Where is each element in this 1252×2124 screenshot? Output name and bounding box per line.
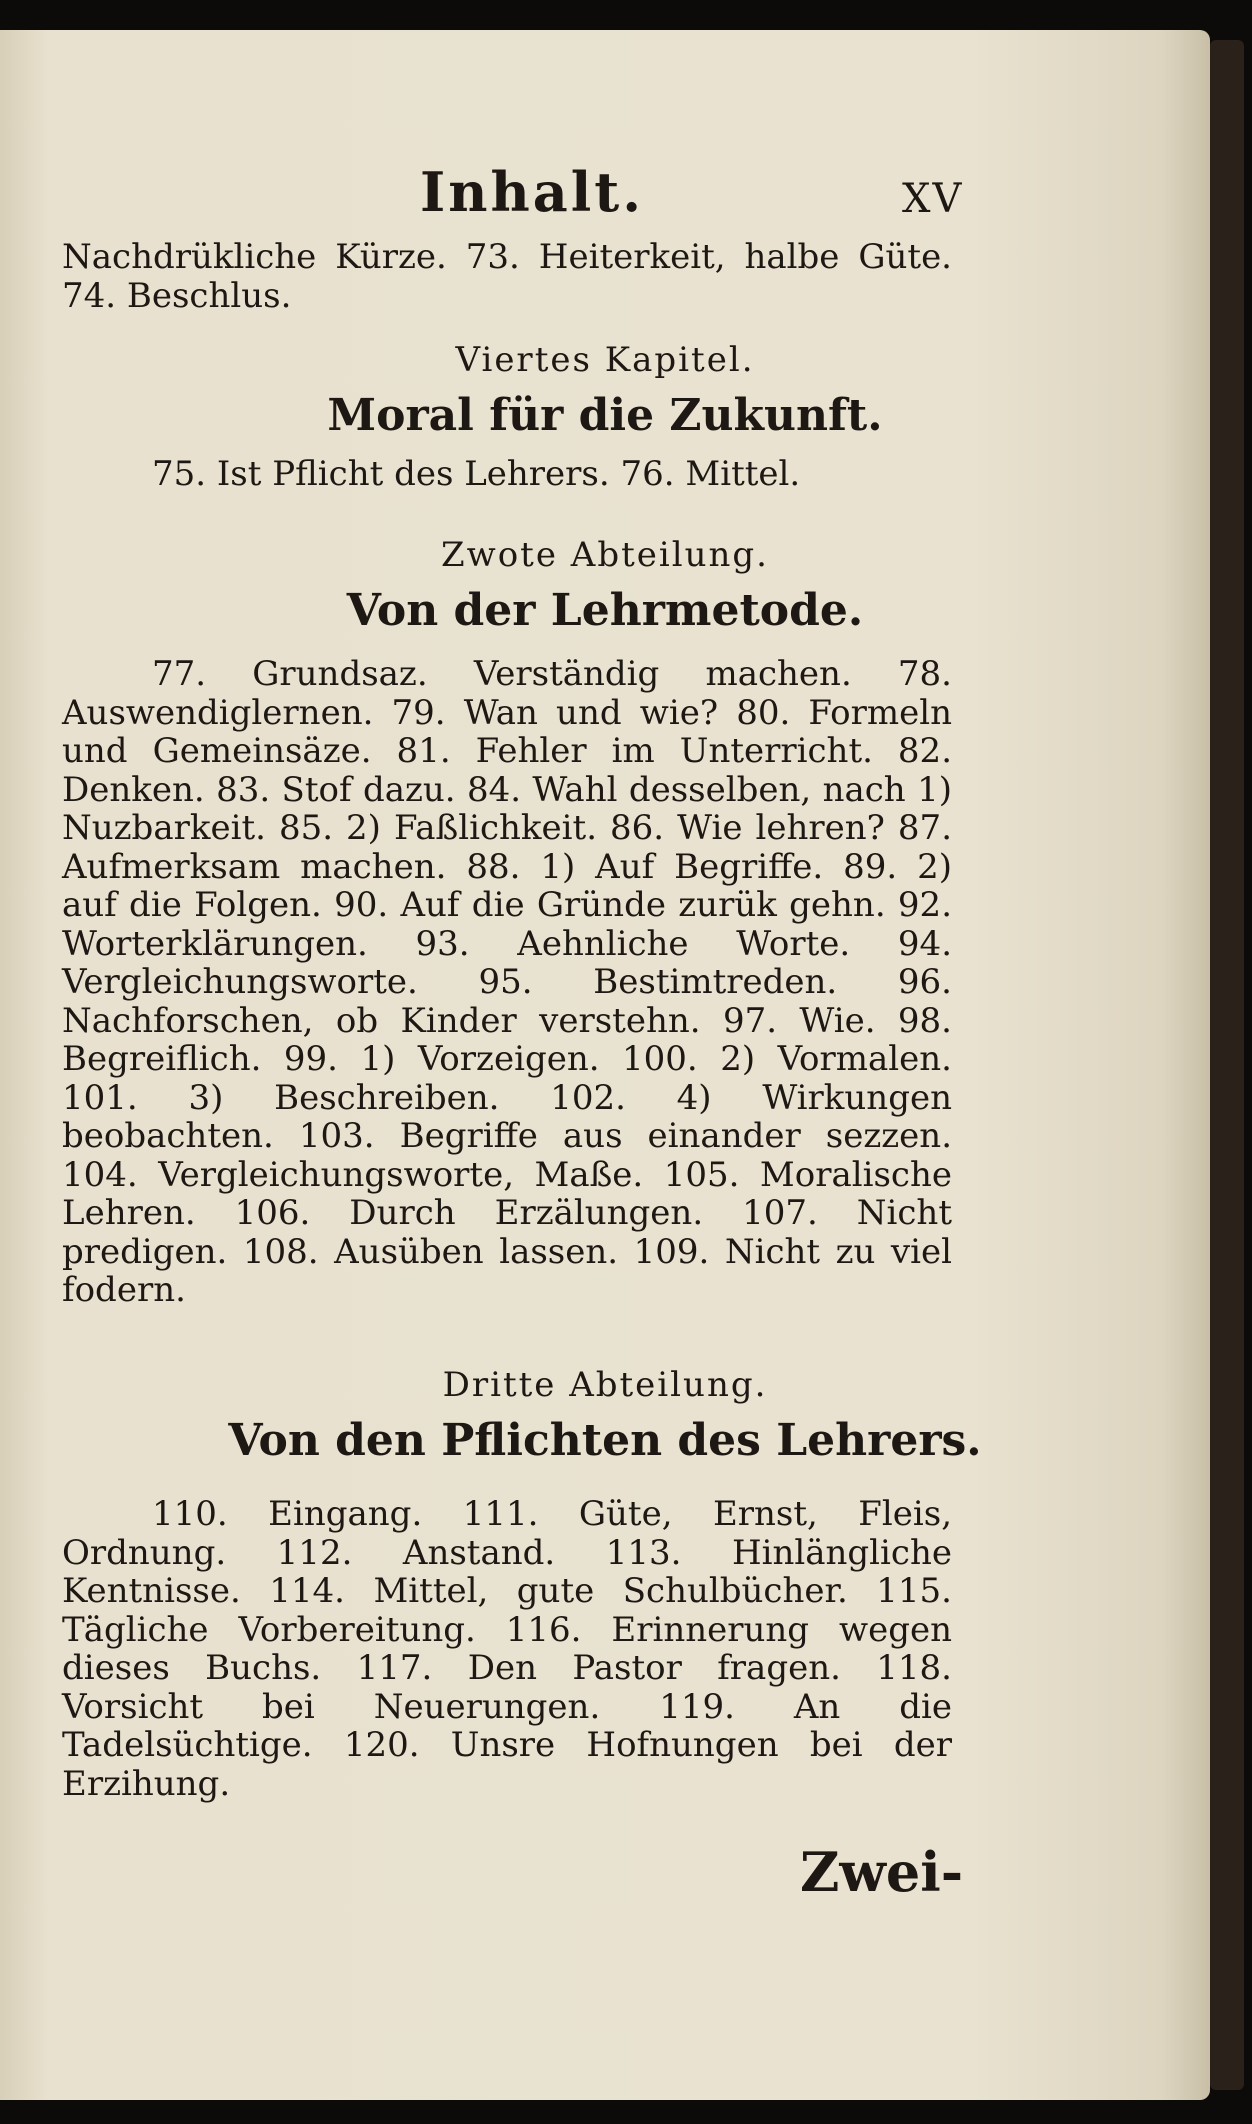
section-entries: 110. Eingang. 111. Güte, Ernst, Fleis, Ordnung. 112. Anstand. 113. Hinlängliche Kentnisse. 114. Mittel, gute Schulbücher. 115. Tägliche Vorbereitung. 116. Erinnerung wegen dieses Buchs. 117. Den Pastor fragen. 118. Vorsicht bei Neuerungen. 119. An die Tadelsüchtige. 120. Unsre Hofnungen bei der Erzihung. <box>62 1494 952 1804</box>
section-label: Zwote Abteilung. <box>440 535 769 575</box>
section-entries: 77. Grundsaz. Verständig machen. 78. Auswendiglernen. 79. Wan und wie? 80. Formeln und Gemeinsäze. 81. Fehler im Unterricht. 82. Denken. 83. Stof dazu. 84. Wahl desselben, nach 1) Nuzbarkeit. 85. 2) Faßlichkeit. 86. Wie lehren? 87. Aufmerksam machen. 88. 1) Auf Begriffe. 89. 2) auf die Folgen. 90. Auf die Gründe zurük gehn. 92. Worterklärungen. 93. Aehnliche Worte. 94. Vergleichungsworte. 95. Bestimtreden. 96. Nachforschen, ob Kinder verstehn. 97. Wie. 98. Begreiflich. 99. 1) Vorzeigen. 100. 2) Vormalen. 101. 3) Beschreiben. 102. 4) Wirkungen beobachten. 103. Begriffe aus einander sezzen. 104. Vergleichungsworte, Maße. 105. Moralische Lehren. 106. Durch Erzälungen. 107. Nicht predigen. 108. Ausüben lassen. 109. Nicht zu viel fodern. <box>62 654 952 1310</box>
page-title: Inhalt. <box>420 160 645 224</box>
chapter-entries: 75. Ist Pflicht des Lehrers. 76. Mittel. <box>152 454 801 494</box>
intro-entries: Nachdrükliche Kürze. 73. Heiterkeit, halbe Güte. 74. Beschlus. <box>62 237 952 316</box>
catchword: Zwei- <box>800 1840 964 1904</box>
section-title: Von den Pflichten des Lehrers. <box>228 1415 982 1466</box>
section-label: Dritte Abteilung. <box>442 1365 768 1405</box>
chapter-label: Viertes Kapitel. <box>455 340 755 380</box>
chapter-title: Moral für die Zukunft. <box>327 390 883 441</box>
book-spine <box>1210 40 1244 2090</box>
book-page <box>0 30 1210 2100</box>
section-title: Von der Lehrmetode. <box>346 585 864 636</box>
running-head <box>0 140 1210 224</box>
page-number: XV <box>902 176 964 222</box>
